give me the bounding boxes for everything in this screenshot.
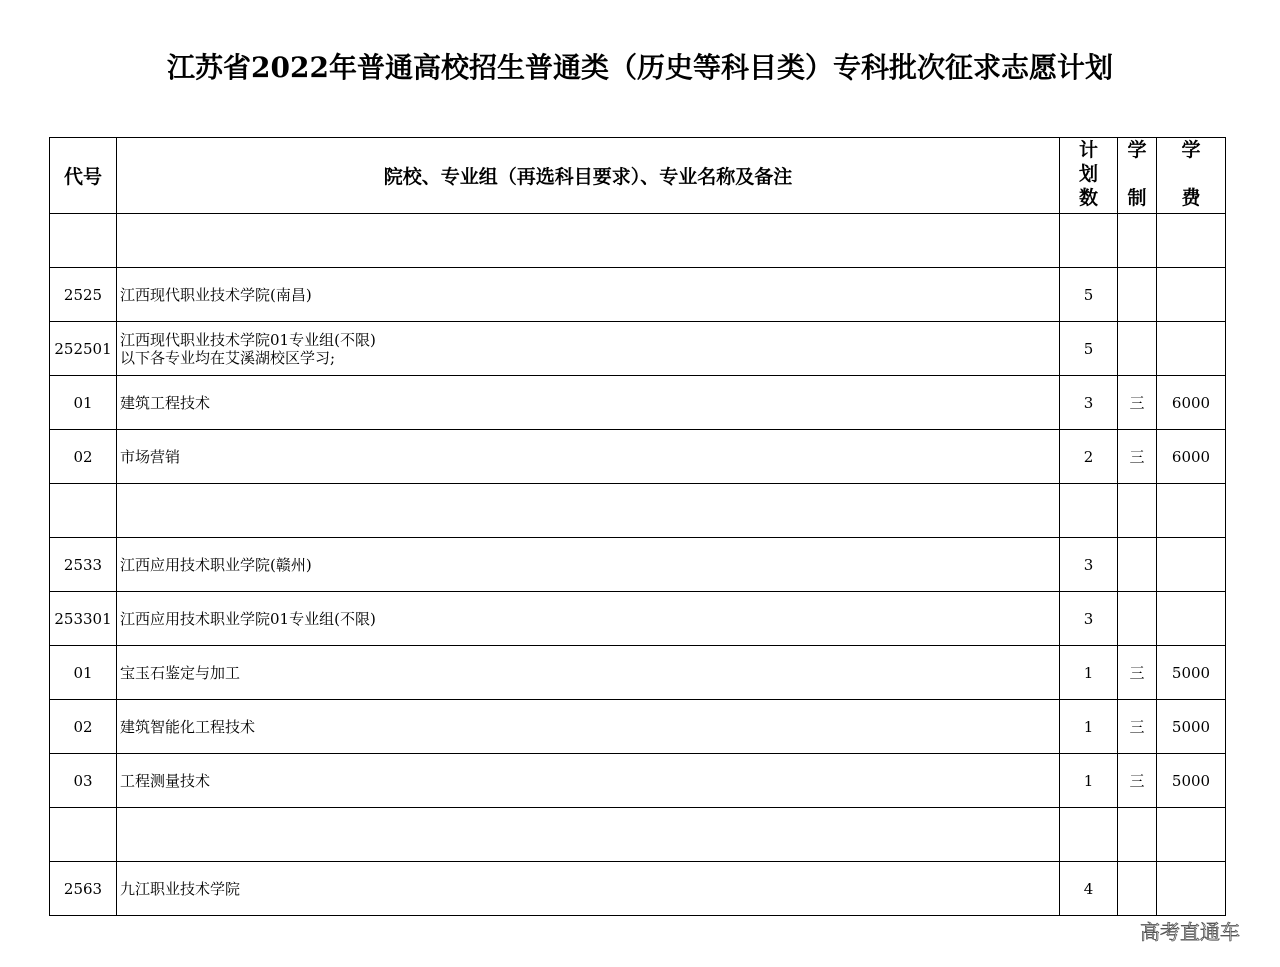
cell-fee: 5000: [1157, 700, 1226, 754]
header-fee-char: 费: [1181, 187, 1201, 209]
cell-name: [117, 484, 1060, 538]
cell-fee: 5000: [1157, 754, 1226, 808]
cell-name-text: 江西现代职业技术学院01专业组(不限): [120, 330, 376, 349]
cell-code: 02: [50, 430, 117, 484]
cell-plan: 2: [1060, 430, 1118, 484]
cell-system: 三: [1118, 700, 1157, 754]
cell-name-text: 九江职业技术学院: [120, 879, 241, 898]
cell-code: 01: [50, 646, 117, 700]
cell-name-text: 市场营销: [120, 447, 181, 466]
header-system-char: 制: [1127, 187, 1147, 209]
cell-system: [1118, 538, 1157, 592]
cell-name-text: 建筑工程技术: [120, 393, 211, 412]
table-row: [50, 808, 1226, 862]
cell-name-text: 工程测量技术: [120, 771, 211, 790]
cell-name: [117, 862, 1060, 916]
cell-fee: [1157, 592, 1226, 646]
table-row: [50, 700, 1226, 754]
table-row: [50, 376, 1226, 430]
cell-code: 2563: [50, 862, 117, 916]
cell-code: 2533: [50, 538, 117, 592]
cell-plan: 3: [1060, 376, 1118, 430]
page-title: 江苏省2022年普通高校招生普通类（历史等科目类）专科批次征求志愿计划: [167, 51, 1113, 84]
cell-fee: [1157, 808, 1226, 862]
table-row: [50, 430, 1226, 484]
cell-plan: 3: [1060, 538, 1118, 592]
header-plan-char: 数: [1078, 187, 1098, 209]
cell-plan: [1060, 214, 1118, 268]
cell-plan: 1: [1060, 700, 1118, 754]
cell-system: 三: [1118, 646, 1157, 700]
table-row: [50, 592, 1226, 646]
cell-system: [1118, 214, 1157, 268]
cell-plan: 5: [1060, 268, 1118, 322]
cell-system: 三: [1118, 376, 1157, 430]
cell-fee: [1157, 214, 1226, 268]
header-plan-char: 划: [1078, 163, 1098, 185]
cell-name: [117, 808, 1060, 862]
cell-fee: 6000: [1157, 430, 1226, 484]
cell-plan: 3: [1060, 592, 1118, 646]
cell-system: [1118, 484, 1157, 538]
cell-system: [1118, 322, 1157, 376]
header-name: 院校、专业组（再选科目要求）、专业名称及备注: [117, 138, 1060, 214]
cell-name-text: 江西应用技术职业学院01专业组(不限): [120, 609, 376, 628]
cell-fee: [1157, 538, 1226, 592]
table-row: [50, 268, 1226, 322]
header-plan: [1060, 138, 1118, 214]
cell-name: [117, 214, 1060, 268]
cell-plan: 1: [1060, 646, 1118, 700]
cell-fee: 5000: [1157, 646, 1226, 700]
cell-plan: 4: [1060, 862, 1118, 916]
cell-name: [117, 592, 1060, 646]
cell-system: [1118, 862, 1157, 916]
cell-fee: [1157, 484, 1226, 538]
cell-plan: [1060, 808, 1118, 862]
header-plan-char: 计: [1078, 139, 1098, 161]
header-fee-char: 学: [1181, 139, 1201, 161]
table-row: [50, 754, 1226, 808]
table-row: [50, 214, 1226, 268]
table-row: [50, 322, 1226, 376]
cell-name: [117, 376, 1060, 430]
cell-name: [117, 700, 1060, 754]
cell-fee: 6000: [1157, 376, 1226, 430]
cell-fee: [1157, 268, 1226, 322]
cell-system: [1118, 268, 1157, 322]
header-code: 代号: [50, 138, 117, 214]
cell-code: 252501: [50, 322, 117, 376]
cell-system: 三: [1118, 754, 1157, 808]
cell-name-text: 江西应用技术职业学院(赣州): [120, 555, 312, 574]
header-system-char: 学: [1127, 139, 1147, 161]
cell-code: [50, 214, 117, 268]
cell-name: [117, 754, 1060, 808]
cell-system: [1118, 592, 1157, 646]
cell-name: [117, 268, 1060, 322]
header-fee: [1157, 138, 1226, 214]
cell-name-text: 江西现代职业技术学院(南昌): [120, 285, 312, 304]
enrollment-plan-table: [49, 137, 1226, 916]
cell-name-text: 宝玉石鉴定与加工: [120, 663, 241, 682]
cell-name: [117, 430, 1060, 484]
table-row: [50, 646, 1226, 700]
cell-plan: [1060, 484, 1118, 538]
cell-code: 2525: [50, 268, 117, 322]
cell-code: 01: [50, 376, 117, 430]
cell-system: 三: [1118, 430, 1157, 484]
table-row: [50, 862, 1226, 916]
table-header-row: [50, 138, 1226, 214]
cell-plan: 5: [1060, 322, 1118, 376]
cell-system: [1118, 808, 1157, 862]
cell-name: [117, 538, 1060, 592]
cell-code: 03: [50, 754, 117, 808]
cell-note-text: 以下各专业均在艾溪湖校区学习;: [120, 348, 336, 367]
cell-code: [50, 484, 117, 538]
watermark: 高考直通车: [1140, 920, 1240, 944]
cell-code: [50, 808, 117, 862]
cell-code: 02: [50, 700, 117, 754]
cell-plan: 1: [1060, 754, 1118, 808]
cell-name: [117, 646, 1060, 700]
cell-name-text: 建筑智能化工程技术: [120, 717, 256, 736]
cell-name: [117, 322, 1060, 376]
cell-fee: [1157, 862, 1226, 916]
table-row: [50, 538, 1226, 592]
header-system: [1118, 138, 1157, 214]
cell-code: 253301: [50, 592, 117, 646]
table-row: [50, 484, 1226, 538]
cell-fee: [1157, 322, 1226, 376]
